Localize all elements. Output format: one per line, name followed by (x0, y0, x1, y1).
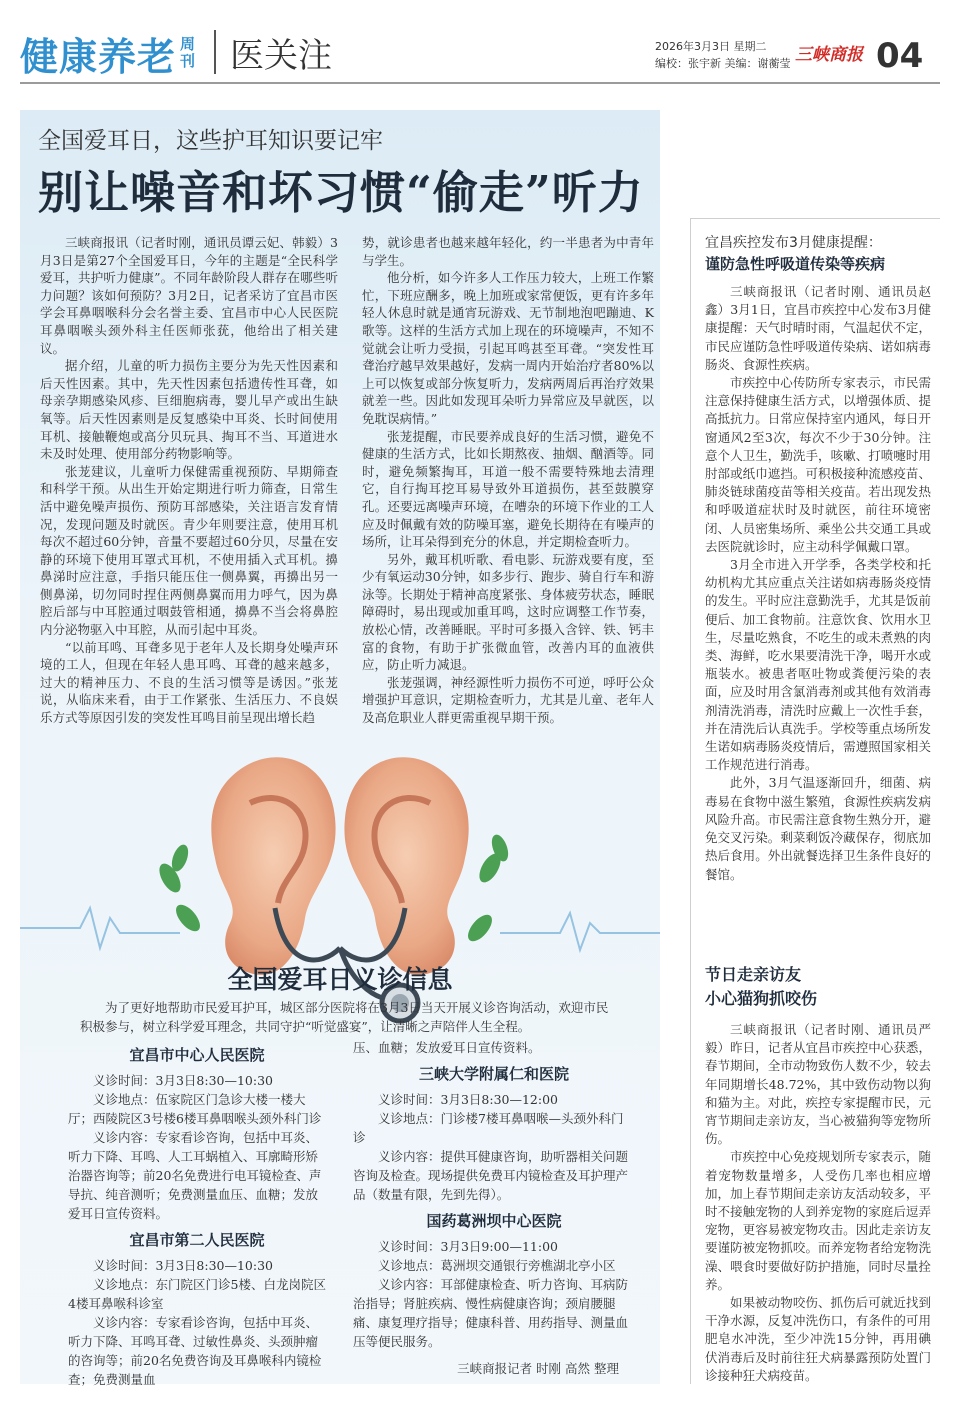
paragraph: 此外，3月气温逐渐回升，细菌、病毒易在食物中滋生繁殖，食源性疾病发病风险升高。市民需注意食物生熟分开，避免交叉污染。剩菜剩饭冷藏保存，彻底加热后食用。外出就餐选择卫生条件良好的餐馆。 (705, 775, 931, 882)
clinic-place: 义诊地点：门诊楼7楼耳鼻咽喉—头颈外科门诊 (353, 1111, 624, 1145)
feature-kicker: 全国爱耳日，这些护耳知识要记牢 (38, 128, 383, 154)
clinic-place: 义诊地点：伍家院区门急诊大楼一楼大厅；西陵院区3号楼6楼耳鼻咽喉头颈外科门诊 (68, 1092, 322, 1126)
feature-article (20, 110, 660, 1387)
clinic-section-title: 全国爱耳日义诊信息 (227, 965, 453, 994)
clinic-place: 义诊地点：葛洲坝交通银行旁樵湖北亭小区 (378, 1258, 616, 1273)
paragraph: 市疾控中心免疫规划所专家表示，随着宠物数量增多，人受伤几率也相应增加，加上春节期间走亲访友活动较多，平时不接触宠物的人到养宠物的家庭后逗弄宠物，更容易被宠物攻击。因此走亲访友要谨防被宠物抓咬。而养宠物者给宠物洗澡、喂食时要做好防护措施，同时尽量拴养。 (705, 1149, 931, 1292)
clinic-time: 义诊时间：3月3日8:30—12:00 (378, 1092, 558, 1107)
hospital-name: 三峡大学附属仁和医院 (418, 1065, 569, 1083)
article-title: 谨防急性呼吸道传染等疾病 (705, 255, 886, 273)
clinic-content: 义诊内容：耳部健康检查、听力咨询、耳病防治指导；肾脏疾病、慢性病健康咨询；颈肩腰腿痛、康复理疗指导；健康科普、用药指导、测量血压等便民服务。 (353, 1277, 629, 1349)
clinic-intro: 为了更好地帮助市民爱耳护耳，城区部分医院将在3月3日当天开展义诊咨询活动，欢迎市民积极参与，树立科学爱耳理念，共同守护“听觉盛宴”，让清晰之声陪伴人生全程。 (80, 1000, 609, 1034)
paragraph: 3月全市进入开学季，各类学校和托幼机构尤其应重点关注诺如病毒肠炎疫情的发生。平时应注意勤洗手，尤其是饭前便后、加工食物前。注意饮食、饮用水卫生，尽量吃熟食，不吃生的或未煮熟的肉类、海鲜，吃水果要清洗干净，喝开水或瓶装水。被患者呕吐物或粪便污染的表面，应及时用含氯消毒剂或其他有效消毒剂清洗消毒，清洗时应戴上一次性手套，并在清洗后认真洗手。学校等重点场所发生诺如病毒肠炎疫情后，需遵照国家相关工作规范进行消毒。 (705, 557, 931, 773)
paragraph: 张茏提醒，市民要养成良好的生活习惯，避免不健康的生活方式，比如长期熬夜、抽烟、酗酒等。同时，避免频繁掏耳，耳道一般不需要特殊地去清理它，自行掏耳挖耳易导致外耳道损伤，甚至鼓膜穿孔。还要远离噪声环境，在嘈杂的环境下作业的工人应及时佩戴有效的防噪耳塞，避免长期待在有噪声的场所，让耳朵得到充分的休息，并定期检查听力。 (362, 428, 654, 550)
paragraph: 据介绍，儿童的听力损伤主要分为先天性因素和后天性因素。其中，先天性因素包括遗传性耳聋，如母亲孕期感染风疹、巨细胞病毒，婴儿早产或出生缺氧等。后天性因素则是反复感染中耳炎、长时间使用耳机、接触鞭炮或高分贝玩具、掏耳不当、耳道进水未及时处理、使用部分药物影响等。 (40, 358, 338, 462)
hospital-name: 国药葛洲坝中心医院 (426, 1212, 562, 1230)
clinic-content: 义诊内容：提供耳健康咨询，助听器相关问题咨询及检查。现场提供免费耳内镜检查及耳护理产品（数量有限，先到先得）。 (353, 1149, 629, 1202)
issue-info (655, 38, 791, 72)
clinic-content: 义诊内容：专家看诊咨询，包括中耳炎、听力下降、耳鸣耳聋、过敏性鼻炎、头颈肿瘤的咨询等；前20名免费咨询及耳鼻喉科内镜检查；免费测量血 (68, 1315, 322, 1387)
clinic-time: 义诊时间：3月3日8:30—10:30 (93, 1258, 273, 1273)
paper-logo: 三峡商报 (795, 45, 863, 65)
paragraph: 三峡商报讯（记者时刚、通讯员严毅）昨日，记者从宜昌市疾控中心获悉，春节期间，全市动物致伤人数不少，较去年同期增长48.72%，其中致伤动物以狗和猫为主。对此，疾控专家提醒市民，元宵节期间走亲访友，当心被猫狗等宠物所伤。 (705, 1022, 931, 1147)
masthead-divider (214, 30, 216, 74)
brand-subtitle: 周刊 (180, 35, 196, 70)
sidebar-article-pet-bites (705, 963, 931, 1385)
sidebar (690, 218, 940, 1384)
article-title (705, 963, 931, 1011)
article-kicker: 宜昌疾控发布3月健康提醒： (705, 235, 882, 251)
byline: 三峡商报记者 时刚 高然 整理 (457, 1361, 619, 1376)
ear-left-icon (211, 757, 335, 975)
section-name: 医关注 (230, 36, 332, 76)
clinic-time: 义诊时间：3月3日9:00—11:00 (378, 1239, 558, 1254)
hospital-name: 宜昌市第二人民医院 (129, 1231, 265, 1249)
article-title-line-1: 节日走亲访友 (705, 965, 802, 984)
paragraph: 势，就诊患者也越来越年轻化，约一半患者为中青年与学生。 (362, 235, 654, 268)
paragraph: 张茏强调，神经源性听力损伤不可逆，呼吁公众增强护耳意识，定期检查听力，尤其是儿童、老年人及高危职业人群更需重视早期干预。 (362, 674, 654, 726)
hospital-name: 宜昌市中心人民医院 (129, 1046, 265, 1064)
paragraph: 市疾控中心传防所专家表示，市民需注意保持健康生活方式，以增强体质、提高抵抗力。日常应保持室内通风，每日开窗通风2至3次，每次不少于30分钟。注意个人卫生，勤洗手，咳嗽、打喷嚏时用肘部或纸巾遮挡。可积极接种流感疫苗、肺炎链球菌疫苗等相关疫苗。若出现发热和呼吸道症状时及时就医，前往环境密闭、人员密集场所、乘坐公共交通工具或去医院就诊时，应主动科学佩戴口罩。 (705, 375, 931, 554)
clinic-place: 义诊地点：东门院区门诊5楼、白龙岗院区4楼耳鼻喉科诊室 (68, 1277, 326, 1311)
clinic-column-2 (353, 1038, 635, 1378)
masthead (0, 0, 960, 96)
masthead-rule (20, 82, 940, 84)
paragraph: 他分析，如今许多人工作压力较大，上班工作繁忙，下班应酬多，晚上加班或家常便饭，更有许多年轻人休息时就是通宵玩游戏、无节制地泡吧蹦迪、K歌等。这样的生活方式加上现在的环境噪声，不知不觉就会让听力受损，引起耳鸣甚至耳聋。“突发性耳聋治疗越早效果越好，发病一周内开始治疗者80%以上可以恢复或部分恢复听力，发病两周后再治疗效果就差一些。因此如发现耳朵听力异常应及早就医，以免耽误病情。” (362, 270, 654, 426)
feature-column-2 (362, 234, 654, 727)
feature-headline: 别让噪音和坏习惯“偷走”听力 (38, 166, 644, 219)
clinic-content: 义诊内容：专家看诊咨询，包括中耳炎、听力下降、耳鸣、人工耳蜗植入、耳廓畸形矫治器咨询等；前20名免费进行电耳镜检查、声导抗、纯音测听；免费测量血压、血糖；发放爱耳日宣传资料。 (68, 1130, 322, 1221)
feature-column-1 (40, 234, 338, 727)
brand-title: 健康养老 (20, 35, 177, 79)
clinic-column-1 (68, 1038, 326, 1389)
paragraph: 三峡商报讯（记者时刚、通讯员赵鑫）3月1日，宜昌市疾控中心发布3月健康提醒：天气时晴时雨，气温起伏不定，市民应谨防急性呼吸道传染病、诺如病毒肠炎、食源性疾病。 (705, 284, 931, 372)
clinic-content-continued: 压、血糖；发放爱耳日宣传资料。 (353, 1040, 541, 1055)
paragraph: 如果被动物咬伤、抓伤后可就近找到干净水源，反复冲洗伤口，有条件的可用肥皂水冲洗，至少冲洗15分钟，再用碘伏消毒后及时前往狂犬病暴露预防处置门诊接种狂犬病疫苗。 (705, 1295, 931, 1383)
paragraph: 张茏建议，儿童听力保健需重视预防、早期筛查和科学干预。从出生开始定期进行听力筛查，日常生活中避免噪声损伤、预防耳部感染，关注语言发育情况，发现问题及时就医。青少年则要注意，使用耳机每次不超过60分钟，音量不要超过60分贝，尽量在安静的环境下使用耳罩式耳机，不使用插入式耳机。擤鼻涕时应注意，手指只能压住一侧鼻翼，再擤出另一侧鼻涕，切勿同时捏住两侧鼻翼而用力呼气，因为鼻腔后部与中耳腔通过咽鼓管相通，擤鼻不当会将鼻腔内分泌物驱入中耳腔，从而引起中耳炎。 (40, 463, 338, 638)
page-number: 04 (876, 36, 924, 76)
clinic-time: 义诊时间：3月3日8:30—10:30 (93, 1073, 273, 1088)
paragraph: 另外，戴耳机听歌、看电影、玩游戏要有度，至少有氧运动30分钟，如多步行、跑步、骑自行车和游泳等。长期处于精神高度紧张、身体疲劳状态，睡眠障碍时，易出现或加重耳鸣，这时应调整工作节奏，放松心情，改善睡眠。平时可多摄入含锌、铁、钙丰富的食物，有助于扩张微血管，改善内耳的血液供应，防止听力减退。 (362, 551, 654, 673)
ear-right-icon (344, 757, 468, 975)
sidebar-article-health-reminder (705, 233, 931, 884)
article-title-line-2: 小心猫狗抓咬伤 (705, 989, 818, 1008)
paragraph: 三峡商报讯（记者时刚，通讯员谭云妃、韩毅）3月3日是第27个全国爱耳日，今年的主题是“全民科学爱耳，共护听力健康”。不同年龄阶段人群存在哪些听力问题？该如何预防？3月2日，记者采访了宜昌市医学会耳鼻咽喉科分会名誉主委、宜昌市中心人民医院耳鼻咽喉头颈外科主任医师张莸，他给出了相关建议。 (40, 235, 338, 356)
sound-wave-lines (20, 908, 660, 950)
paragraph: “以前耳鸣、耳聋多见于老年人及长期身处噪声环境的工人，但现在年轻人患耳鸣、耳聋的越来越多，过大的精神压力、不良的生活习惯等是诱因。”张茏说，从临床来看，由于工作紧张、生活压力、不良娱乐方式等原因引发的突发性耳鸣目前呈现出增长趋 (40, 639, 338, 726)
issue-date: 2026年3月3日 星期二 (655, 40, 767, 53)
editors-line: 编校：张宇新 美编：谢蘅莹 (655, 57, 791, 70)
